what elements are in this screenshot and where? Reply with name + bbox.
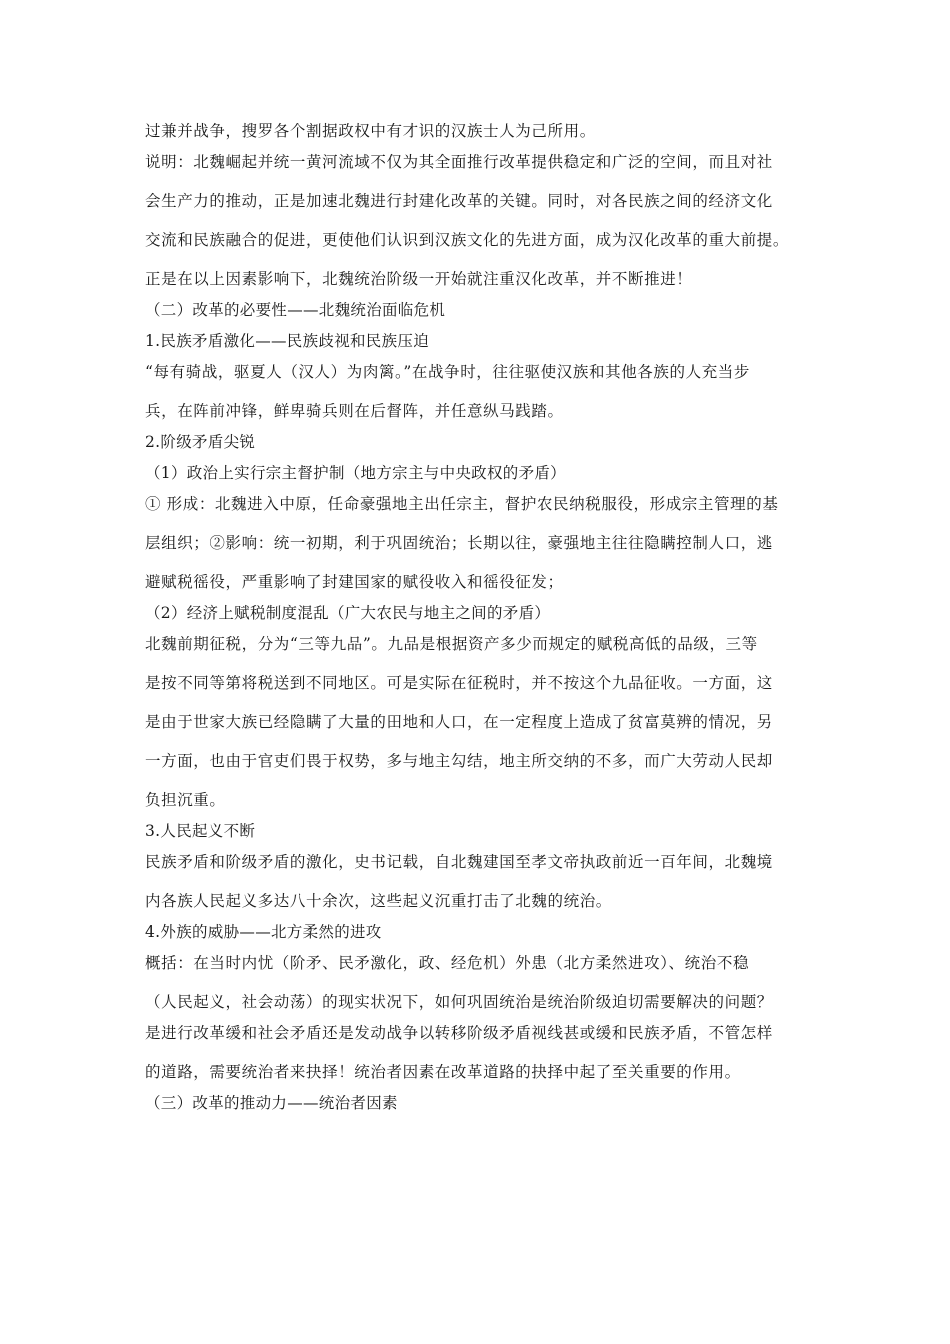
text-line: 一方面，也由于官吏们畏于权势，多与地主勾结，地主所交纳的不多，而广大劳动人民却 [145, 752, 773, 770]
text-line: 的道路，需要统治者来抉择！统治者因素在改革道路的抉择中起了至关重要的作用。 [145, 1063, 741, 1081]
text-line: 正是在以上因素影响下，北魏统治阶级一开始就注重汉化改革，并不断推进！ [145, 270, 693, 288]
item-heading: （1）政治上实行宗主督护制（地方宗主与中央政权的矛盾） [145, 464, 566, 482]
text-line: 是按不同等第将税送到不同地区。可是实际在征税时，并不按这个九品征收。一方面，这 [145, 674, 773, 692]
section-heading: （二）改革的必要性——北魏统治面临危机 [145, 301, 446, 319]
text-line: 说明：北魏崛起并统一黄河流域不仅为其全面推行改革提供稳定和广泛的空间，而且对社 [145, 153, 773, 171]
section-heading: （三）改革的推动力——统治者因素 [145, 1094, 398, 1112]
text-line: 负担沉重。 [145, 791, 226, 809]
text-line: 避赋税徭役，严重影响了封建国家的赋役收入和徭役征发； [145, 573, 564, 591]
text-line: 是进行改革缓和社会矛盾还是发动战争以转移阶级矛盾视线甚或缓和民族矛盾，不管怎样 [145, 1024, 773, 1042]
text-line: 层组织；②影响：统一初期，利于巩固统治；长期以往，豪强地主往往隐瞒控制人口，逃 [145, 534, 773, 552]
subsection-heading: 1.民族矛盾激化——民族歧视和民族压迫 [145, 332, 429, 350]
item-heading: （2）经济上赋税制度混乱（广大农民与地主之间的矛盾） [145, 604, 551, 622]
text-line: （人民起义，社会动荡）的现实状况下，如何巩固统治是统治阶级迫切需要解决的问题？ [145, 993, 773, 1011]
text-line: “每有骑战，驱夏人（汉人）为肉篱。”在战争时，往往驱使汉族和其他各族的人充当步 [145, 363, 751, 381]
subsection-heading: 3.人民起义不断 [145, 822, 256, 840]
subsection-heading: 4.外族的威胁——北方柔然的进攻 [145, 923, 382, 941]
subsection-heading: 2.阶级矛盾尖锐 [145, 433, 256, 451]
text-line: 交流和民族融合的促进，更使他们认识到汉族文化的先进方面，成为汉化改革的重大前提。 [145, 231, 790, 249]
text-line: ① 形成：北魏进入中原，任命豪强地主出任宗主，督护农民纳税服役，形成宗主管理的基 [145, 495, 779, 513]
text-line: 概括：在当时内忧（阶矛、民矛激化，政、经危机）外患（北方柔然进攻）、统治不稳 [145, 954, 750, 972]
text-line: 内各族人民起义多达八十余次，这些起义沉重打击了北魏的统治。 [145, 892, 612, 910]
text-line: 过兼并战争，搜罗各个割据政权中有才识的汉族士人为己所用。 [145, 122, 596, 140]
document-body [145, 121, 813, 1114]
text-line: 兵，在阵前冲锋，鲜卑骑兵则在后督阵，并任意纵马践踏。 [145, 402, 564, 420]
text-line: 北魏前期征税，分为“三等九品”。九品是根据资产多少而规定的赋税高低的品级，三等 [145, 635, 758, 653]
text-line: 民族矛盾和阶级矛盾的激化，史书记载，自北魏建国至孝文帝执政前近一百年间，北魏境 [145, 853, 773, 871]
text-line: 会生产力的推动，正是加速北魏进行封建化改革的关键。同时，对各民族之间的经济文化 [145, 192, 773, 210]
text-line: 是由于世家大族已经隐瞒了大量的田地和人口，在一定程度上造成了贫富莫辨的情况，另 [145, 713, 773, 731]
